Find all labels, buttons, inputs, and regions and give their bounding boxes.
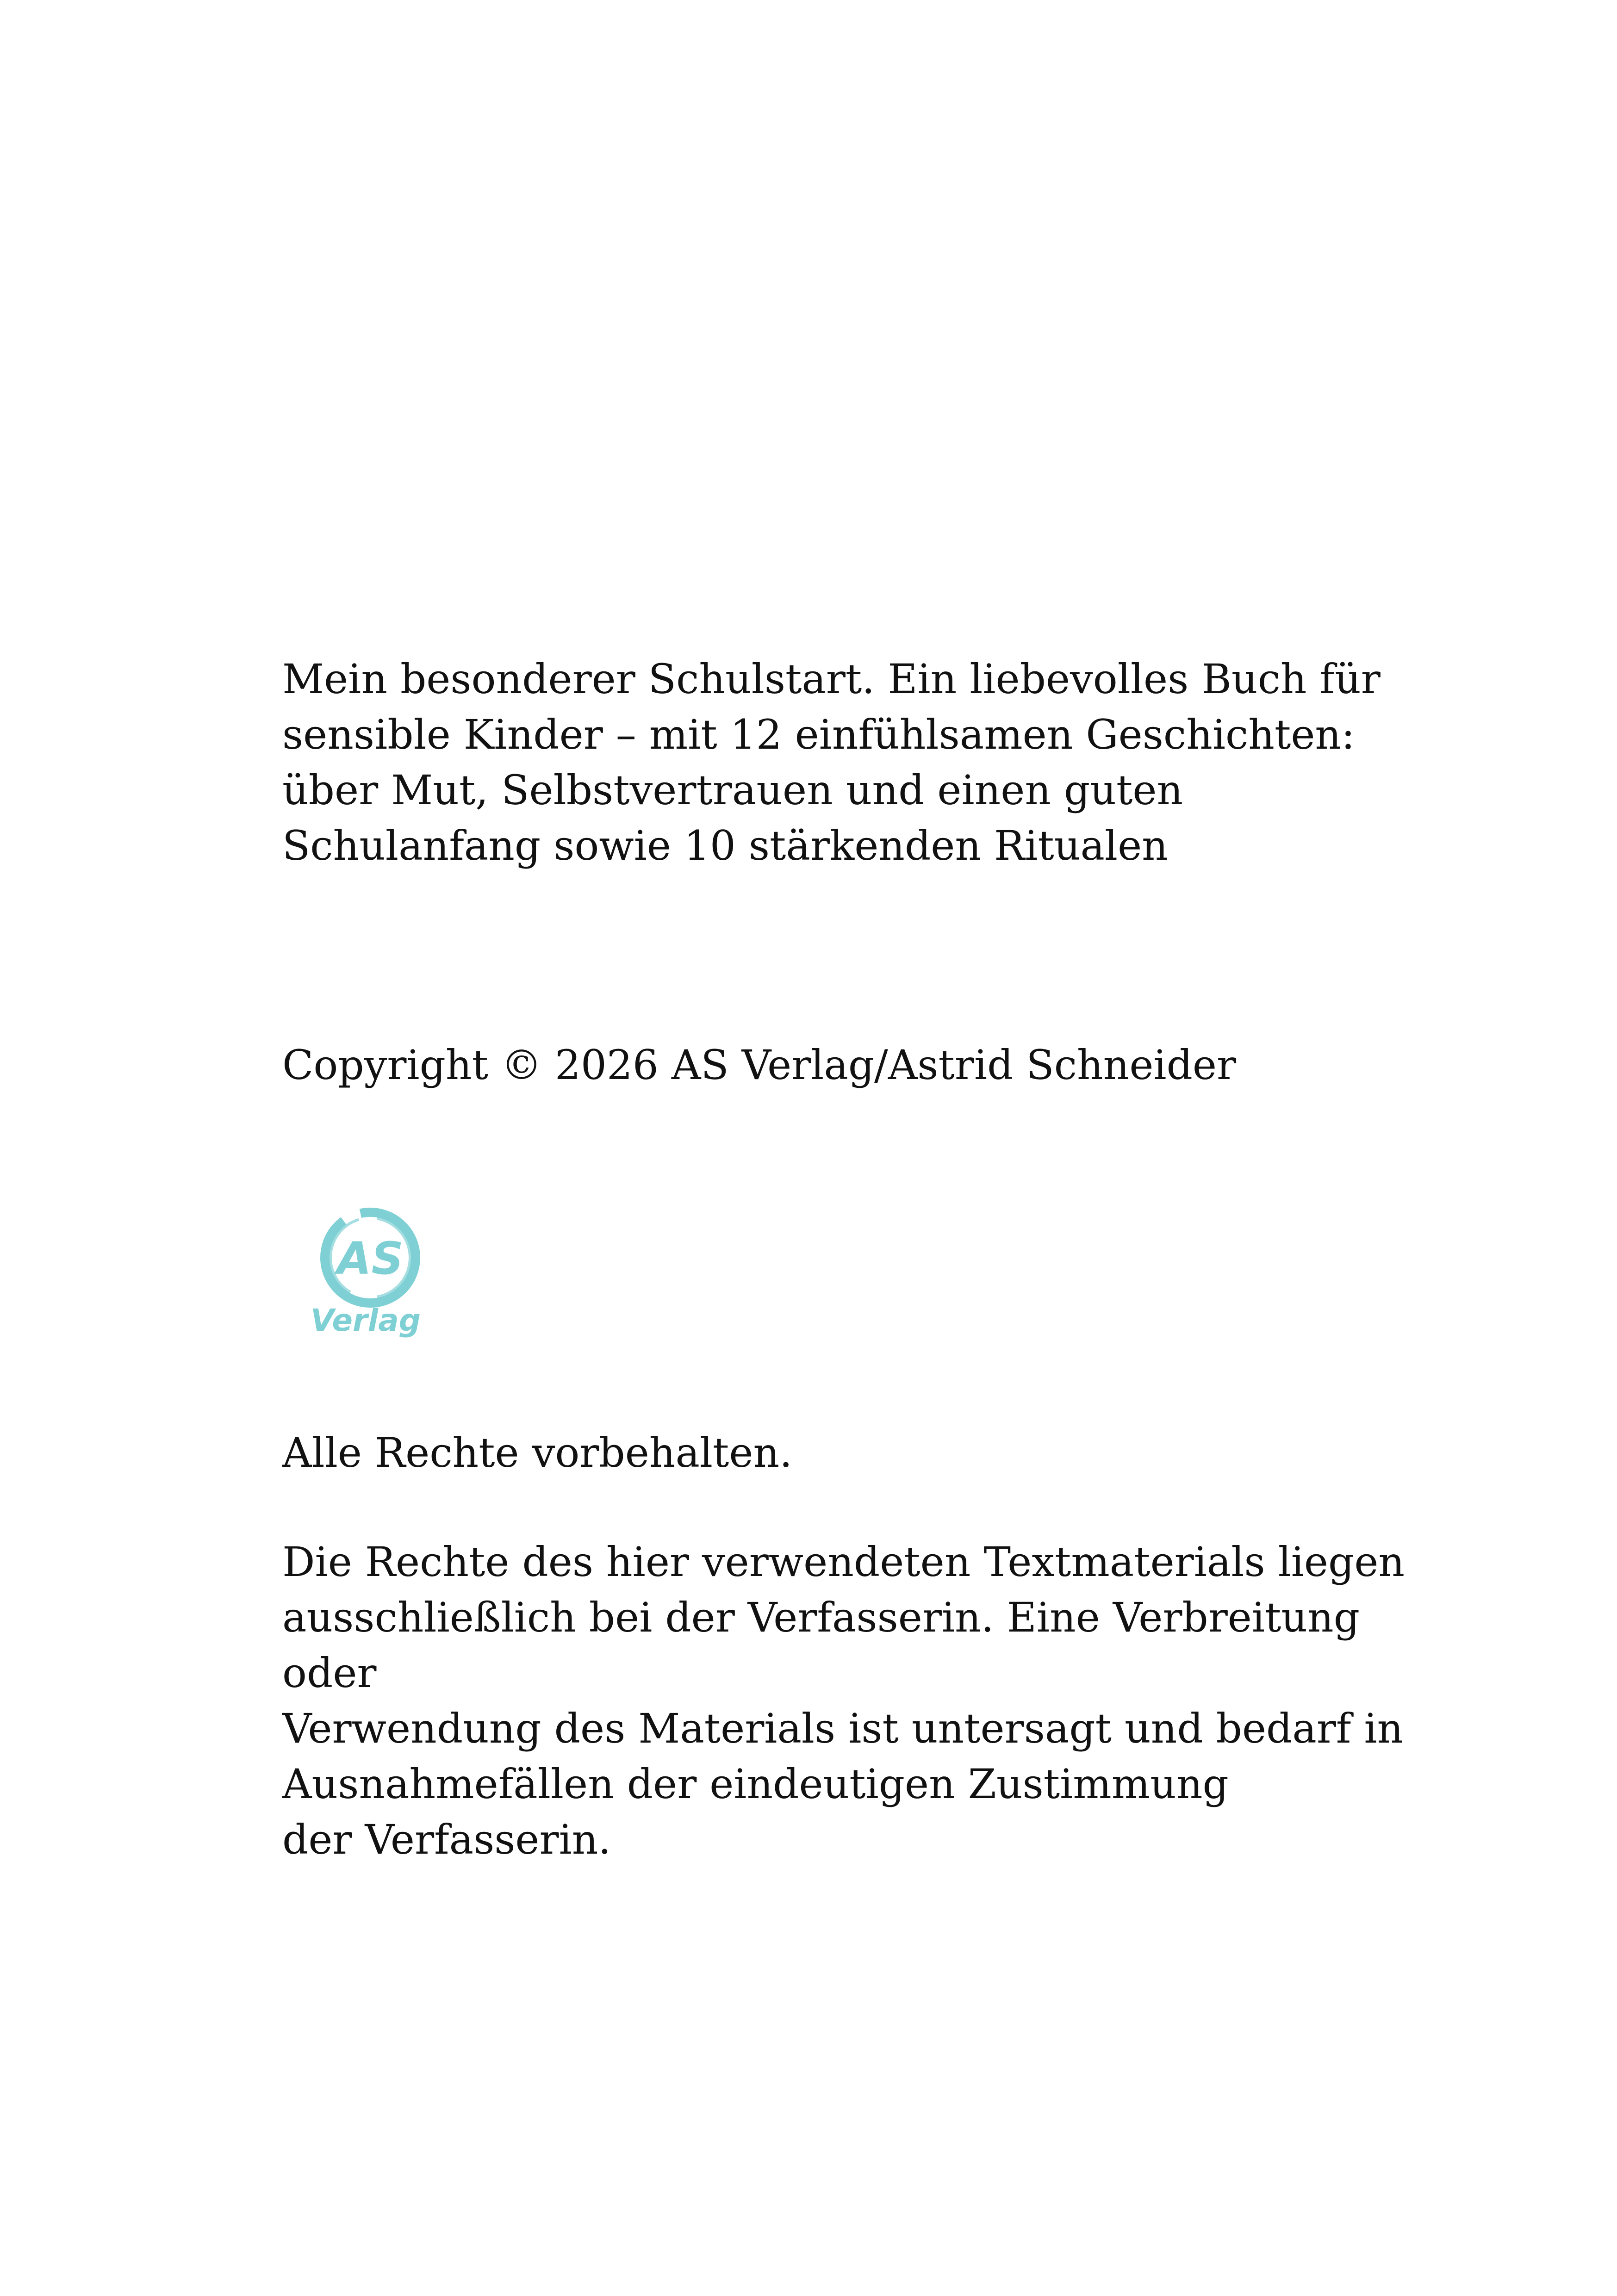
legal-notice-line: oder: [282, 1649, 377, 1697]
book-title: [282, 652, 1381, 874]
book-title-line: über Mut, Selbstvertrauen und einen guten: [282, 766, 1183, 814]
legal-notice: [282, 1534, 1405, 1868]
book-title-line: sensible Kinder – mit 12 einfühlsamen Geschichten:: [282, 711, 1355, 758]
legal-notice-line: Ausnahmefällen der eindeutigen Zustimmung: [282, 1760, 1229, 1808]
copyright-notice: Copyright © 2026 AS Verlag/Astrid Schneider: [282, 1041, 1237, 1089]
rights-reserved: Alle Rechte vorbehalten.: [282, 1429, 793, 1477]
as-verlag-logo-icon: [310, 1198, 430, 1350]
book-title-line: Mein besonderer Schulstart. Ein liebevolles Buch für: [282, 655, 1381, 703]
legal-notice-line: ausschließlich bei der Verfasserin. Eine Verbreitung: [282, 1594, 1360, 1641]
legal-notice-line: Verwendung des Materials ist untersagt und bedarf in: [282, 1705, 1404, 1752]
legal-notice-line: Die Rechte des hier verwendeten Textmaterials liegen: [282, 1538, 1405, 1586]
book-title-line: Schulanfang sowie 10 stärkenden Ritualen: [282, 822, 1168, 869]
logo-monogram: AS: [337, 1233, 404, 1285]
legal-notice-line: der Verfasserin.: [282, 1816, 611, 1863]
logo-word: Verlag: [311, 1303, 421, 1338]
